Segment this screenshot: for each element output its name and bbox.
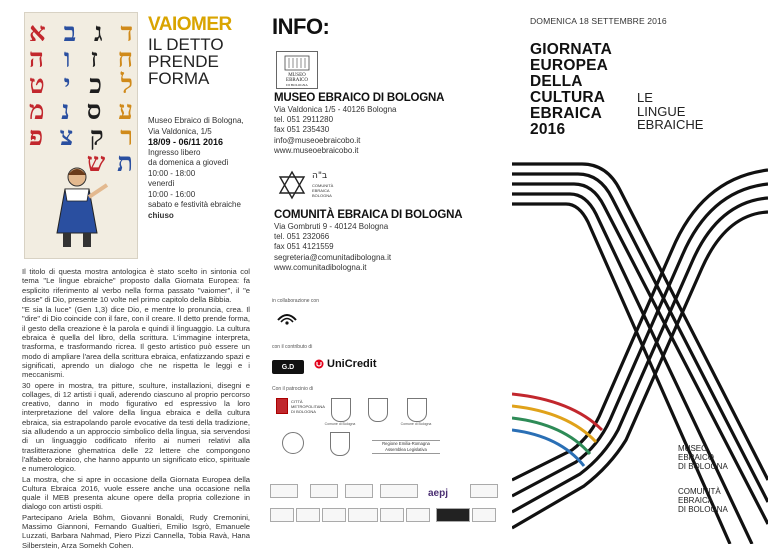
- artwork-letter: י: [63, 70, 71, 100]
- sponsor-logo: [406, 508, 430, 522]
- crest-label: Comune di Bologna: [324, 422, 356, 426]
- venue-line: Via Valdonica, 1/5: [148, 126, 212, 136]
- hours-line: venerdì: [148, 179, 175, 188]
- event-theme-line: LINGUE: [637, 103, 686, 119]
- artwork-letter: ע: [118, 96, 133, 126]
- community-email[interactable]: segreteria@comunitadibologna.it: [274, 252, 392, 262]
- sponsor-logo: [436, 508, 470, 522]
- museum-logo: [276, 51, 318, 89]
- museum-fax: fax 051 235430: [274, 125, 330, 135]
- artwork-letter-row: [29, 45, 133, 73]
- artwork-letter: ג: [93, 18, 103, 48]
- artwork-hebrew-alphabet: [24, 12, 138, 259]
- artwork-letter-row: [29, 19, 133, 47]
- subtitle-line: FORMA: [148, 69, 210, 88]
- child-figure-illustration: [43, 163, 113, 251]
- hours-line: chiuso: [148, 210, 174, 220]
- event-theme-line: EBRAICHE: [637, 117, 704, 132]
- aepj-logo: aepj: [428, 488, 449, 499]
- museum-tel: tel. 051 2911280: [274, 115, 334, 125]
- exhibition-dates: 18/09 - 06/11 2016: [148, 137, 224, 147]
- opening-hours: [148, 148, 254, 222]
- exhibition-description: [22, 267, 250, 551]
- artwork-letter: ר: [120, 122, 133, 152]
- community-tel: tel. 051 232066: [274, 232, 330, 242]
- sponsor-logo: [472, 508, 496, 522]
- community-contacts: [274, 222, 504, 273]
- artwork-letter: ק: [89, 122, 104, 152]
- museum-name: MUSEO EBRAICO DI BOLOGNA: [274, 92, 445, 104]
- event-date: DOMENICA 18 SETTEMBRE 2016: [530, 16, 667, 26]
- subtitle-line: PRENDE: [148, 52, 219, 71]
- museum-address: Via Valdonica 1/5 - 40126 Bologna: [274, 105, 397, 114]
- event-title-line: CULTURA: [530, 89, 606, 106]
- event-title: [530, 42, 612, 138]
- artwork-letter: א: [29, 18, 46, 48]
- seal-icon: [282, 432, 304, 454]
- patron-region-logo: [372, 440, 440, 454]
- collaborator-logo: [276, 306, 298, 326]
- unicredit-logo: [314, 358, 377, 370]
- crest-label: Comune di Bologna: [400, 422, 432, 426]
- community-website[interactable]: www.comunitadibologna.it: [274, 262, 367, 272]
- crest-icon: [368, 398, 388, 422]
- left-panel: [0, 0, 256, 550]
- description-paragraph: Il titolo di questa mostra antologica è stato scelto in sintonia col tema "Le lingue ebraiche" proposto dalla Giornata Europea: fa esplicito riferimento al verbo nella forma passato "vaiomer", il "e disse" di Dio, presente 10 volte nel primo capitolo della Bibbia.: [22, 267, 250, 304]
- footer-museum-line: DI BOLOGNA: [678, 462, 728, 472]
- community-logo-text: [312, 183, 333, 198]
- museum-website[interactable]: www.museoebraicobo.it: [274, 145, 359, 155]
- artwork-letter: ט: [29, 70, 45, 100]
- museum-logo-line: EBRAICO: [286, 78, 308, 83]
- sponsor-logo: [380, 484, 418, 498]
- footer-community-line: COMUNITÀ: [678, 487, 721, 496]
- artwork-letter: ה: [29, 44, 44, 74]
- hours-line: Ingresso libero: [148, 147, 201, 157]
- crest-icon: [407, 398, 427, 422]
- sponsor-logo: [270, 508, 294, 522]
- sponsor-logo: [322, 508, 346, 522]
- exhibition-subtitle: [148, 36, 253, 87]
- sponsor-logo: [270, 484, 298, 498]
- event-theme: [637, 91, 703, 132]
- footer-community-line: DI BOLOGNA: [678, 505, 728, 515]
- venue-line: Museo Ebraico di Bologna,: [148, 116, 244, 125]
- community-address: Via Gombruti 9 - 40124 Bologna: [274, 222, 389, 231]
- footer-museum-line: MUSEO: [678, 444, 708, 453]
- exhibition-title: VAIOMER: [148, 14, 232, 35]
- community-logo-line: BOLOGNA: [312, 193, 332, 198]
- artwork-letter: כ: [89, 70, 102, 100]
- community-logo-hebrew: ב"ה: [312, 171, 328, 181]
- artwork-letter: נ: [61, 96, 70, 126]
- community-logo-line: COMUNITÀ: [312, 183, 334, 188]
- artwork-letter: ל: [120, 70, 133, 100]
- museum-email[interactable]: info@museoebraicobo.it: [274, 135, 361, 145]
- sponsor-logo: [310, 484, 338, 498]
- artwork-letter-row: [29, 123, 133, 151]
- subtitle-line: IL DETTO: [148, 35, 224, 54]
- hours-line: 10:00 - 18:00: [148, 168, 196, 178]
- museum-contacts: [274, 105, 504, 156]
- patron-region-line: Assemblea Legislativa: [385, 447, 427, 452]
- decorative-stripes-graphic: [512, 150, 768, 544]
- patron-city-logo: [276, 398, 325, 414]
- exhibition-info: [148, 116, 254, 221]
- event-theme-line: LE: [637, 90, 653, 105]
- community-logo-line: EBRAICA: [312, 188, 330, 193]
- museum-logo-line: MUSEO: [288, 73, 306, 78]
- sponsor-logo: [296, 508, 320, 522]
- crest-icon: [331, 398, 351, 422]
- community-fax: fax 051 4121559: [274, 242, 334, 252]
- info-heading: INFO:: [272, 14, 330, 39]
- patron-region-line: Regione Emilia-Romagna: [382, 441, 430, 446]
- hours-line: 10:00 - 16:00: [148, 189, 196, 199]
- event-title-line: EBRAICA: [530, 105, 603, 122]
- gd-logo: G.D: [272, 360, 304, 374]
- community-logo: [276, 170, 308, 200]
- unicredit-icon: [314, 359, 324, 369]
- event-title-line: 2016: [530, 121, 566, 138]
- artwork-letter: ד: [120, 18, 133, 48]
- unicredit-text: UniCredit: [327, 358, 377, 370]
- hours-line: da domenica a giovedì: [148, 158, 229, 167]
- event-title-line: EUROPEA: [530, 57, 609, 74]
- event-title-line: GIORNATA: [530, 41, 612, 58]
- sponsor-logo: [380, 508, 404, 522]
- artwork-letter: צ: [59, 122, 74, 152]
- sponsor-logo: [348, 508, 378, 522]
- footer-museum-line: EBRAICO: [678, 453, 715, 463]
- artwork-letter: ש: [86, 148, 106, 178]
- artwork-letter: ס: [86, 96, 102, 126]
- collaboration-label: in collaborazione con: [272, 298, 319, 304]
- description-paragraph: La mostra, che si apre in occasione della Giornata Europea della Cultura Ebraica 2016, vuole essere anche una occasione nella quale il MEB presenta alcune opere della propria collezione in dialogo con artisti ospiti.: [22, 474, 250, 512]
- patron-city-name: CITTÀ METROPOLITANA DI BOLOGNA: [291, 398, 325, 414]
- artwork-letter: מ: [29, 96, 45, 126]
- artwork-letter: ז: [90, 44, 98, 74]
- artwork-letter: ת: [117, 148, 133, 178]
- description-paragraph: 30 opere in mostra, tra pitture, sculture, installazioni, disegni e collages, di 12 artisti i quali, aderendo ciascuno al proprio percorso creativo, danno in modo figurativo ed espressivo la loro interpretazione del valore della lingua ebraica e della cultura ebraica, sia estrapolando parole evocative da testi della tradizione, sia alludendo a un approccio simbolico della lingua, sia servendosi di un linguaggio codificato riferito ai numeri relativi alla traslitterazione ghematrica delle 22 lettere che compongono l'alfabeto ebraico, che hanno appunto un significato etico, spirituale e numerologico.: [22, 380, 250, 474]
- artwork-letter: ח: [117, 44, 133, 74]
- artwork-letter: ב: [63, 18, 77, 48]
- artwork-letter: ו: [63, 44, 71, 74]
- description-paragraph: "E sia la luce" (Gen 1,3) dice Dio, e mentre lo pronuncia, crea. Il "dire" di Dio coincide con il fare, con il creare. Il detto prende forma, il gesto della creazione è la parola e quindi il linguaggio. La cultura ebraica è quella del libro, della scrittura. L'immagine interpreta, trasforma, e trasformando ricrea. Il gesto artistico può essere un modo di ampliare l'area della scrittura ebraica, enfatizzando spazi e significati, aprendo un dialogo che ne rispetta le leggi e i meccanismi.: [22, 305, 250, 380]
- artwork-letter-row: [29, 97, 133, 125]
- artwork-letter: פ: [29, 122, 44, 152]
- city-flag-icon: [276, 398, 288, 414]
- community-name: COMUNITÀ EBRAICA DI BOLOGNA: [274, 209, 463, 221]
- hours-line: sabato e festività ebraiche: [148, 200, 241, 209]
- description-paragraph: Partecipano Ariela Böhm, Giovanni Bonaldi, Rudy Cremonini, Massimo Giannoni, Fernando Gualtieri, Emilio Isgrò, Emanuele Luzzati, Barbara Nahmad, Piero Pizzi Cannella, Tobia Ravà, Hana Silberstein, Arza Somekh Cohen.: [22, 512, 250, 550]
- sponsor-logo: [470, 484, 498, 498]
- footer-community: [678, 487, 728, 515]
- event-title-line: DELLA: [530, 73, 583, 90]
- patronage-label: Con il patrocinio di: [272, 386, 314, 392]
- sponsor-logo: [345, 484, 373, 498]
- museum-logo-line: DI BOLOGNA: [286, 83, 308, 87]
- footer-museum: [678, 444, 728, 472]
- artwork-letter-row: [29, 71, 133, 99]
- contribution-label: con il contributo di: [272, 344, 313, 350]
- crest-icon: [330, 432, 350, 456]
- footer-community-line: EBRAICA: [678, 496, 714, 506]
